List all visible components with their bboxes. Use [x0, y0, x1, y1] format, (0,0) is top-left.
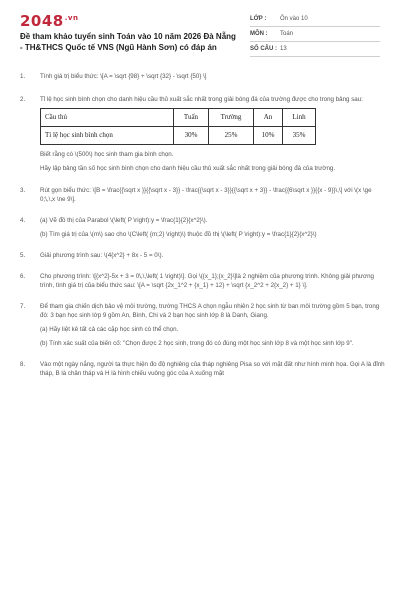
meta-label: LỚP :: [250, 16, 267, 22]
table-cell: Linh: [283, 109, 316, 127]
document-title: Đề tham khảo tuyển sinh Toán vào 10 năm 2026 Đà Nẵng - TH&THCS Quốc tế VNS (Ngũ Hành Sơn) có đáp án: [20, 32, 236, 52]
question-number: 5.: [20, 252, 26, 259]
question-number: 7.: [20, 303, 26, 310]
table-cell: 10%: [254, 127, 283, 145]
site-logo[interactable]: [20, 12, 78, 30]
table-cell: An: [254, 109, 283, 127]
question-text: (a) Hãy liệt kê tất cả các cặp học sinh có thể chọn.: [40, 326, 179, 333]
table-row: [41, 109, 316, 127]
meta-label: SỐ CÂU :: [250, 46, 277, 52]
question-text: Giải phương trình sau: \(4{x^2} + 8x - 5 = 0\).: [40, 252, 164, 259]
question-3: [0, 186, 400, 204]
question-5: [0, 251, 400, 260]
meta-info: [250, 12, 380, 57]
document-header: [0, 0, 400, 66]
question-text: (a) Vẽ đồ thị của Parabol \(\left( P \right):y = \frac{1}{2}{x^2}\).: [40, 217, 208, 224]
question-text: Để tham gia chiến dịch bảo vệ môi trường, trường THCS A chọn ngẫu nhiên 2 học sinh từ ban môi trường gồm 5 bạn, trong đó: 3 bạn học sinh lớp 9 gồm An, Bình, Chi và 2 bạn học sinh lớp 8 là Danh, Giang.: [40, 303, 380, 319]
meta-row-class: [250, 12, 380, 27]
question-text: Vào một ngày nắng, người ta thực hiện đo độ nghiêng của tháp nghiêng Pisa so với mặt đất như hình minh họa. Gọi A là đỉnh tháp, B là chân tháp và H là hình chiếu vuông góc của A xuống mặt: [40, 361, 385, 377]
table-cell: 25%: [209, 127, 254, 145]
question-number: 2.: [20, 96, 26, 103]
question-1: [0, 72, 400, 81]
question-number: 6.: [20, 273, 26, 280]
table-cell: 30%: [174, 127, 209, 145]
logo-text: 2048: [20, 12, 64, 30]
meta-row-subject: [250, 27, 380, 42]
question-text: Rút gọn biểu thức: \[B = \frac{{\sqrt x }}{{\sqrt x - 3}} - \frac{{\sqrt x - 3}}{{\sqrt x + 3}} - \frac{{6\sqrt x }}{{x - 9}}\,\] với \(x \ge 0;\,\,x \ne 9\].: [40, 187, 372, 203]
table-cell: 35%: [283, 127, 316, 145]
question-text: Biết rằng có \(500\) học sinh tham gia bình chọn.: [40, 151, 174, 158]
question-7: [0, 302, 400, 348]
table-cell: Tuấn: [174, 109, 209, 127]
question-6: [0, 272, 400, 290]
question-number: 3.: [20, 187, 26, 194]
question-8: [0, 360, 400, 378]
vote-table: [40, 108, 316, 145]
question-text: Hãy lập bảng tần số học sinh bình chọn cho danh hiệu cầu thủ xuất sắc nhất trong giải bóng đá của trường.: [40, 165, 336, 172]
question-4: [0, 216, 400, 239]
questions-list: [0, 72, 400, 378]
logo-domain: .vn: [64, 14, 79, 22]
question-text: Tỉ lệ học sinh bình chọn cho danh hiệu cầu thủ xuất sắc nhất trong giải bóng đá của trường được cho trong bảng sau:: [40, 96, 363, 103]
meta-value: Ôn vào 10: [280, 16, 308, 22]
meta-value: 13: [280, 46, 287, 52]
question-2: [0, 95, 400, 173]
meta-value: Toán: [280, 31, 294, 37]
table-row: [41, 127, 316, 145]
meta-row-count: [250, 42, 380, 57]
table-cell: Cầu thủ: [41, 109, 174, 127]
question-text: (b) Tìm giá trị của \(m\) sao cho \(C\left( {m;2} \right)\) thuộc đồ thị \(\left( P \right):y = \frac{1}{2}{x^2}\): [40, 231, 317, 238]
question-number: 1.: [20, 73, 26, 80]
question-text: Cho phương trình: \[{x^2}-5x + 3 = 0\,\,\left( 1 \right)\]. Gọi \({x_1};{x_2}\]là 2 nghiệm của phương trình. Không giải phương trình, tính giá trị của biểu thức sau: \[A = \sqrt {2x_1^2 + {x_1} + 12} + \sqrt {x_2^2 + 2{x_2} + 1} \].: [40, 273, 374, 289]
question-number: 8.: [20, 361, 26, 368]
table-cell: Trường: [209, 109, 254, 127]
question-text: (b) Tính xác suất của biến cố: "Chọn được 2 học sinh, trong đó có đúng một học sinh lớp 8 và một học sinh lớp 9".: [40, 340, 354, 347]
table-cell: Tỉ lệ học sinh bình chọn: [41, 127, 174, 145]
question-text: Tính giá trị biểu thức: \[A = \sqrt {98} + \sqrt {32} - \sqrt {50} \]: [40, 73, 207, 80]
meta-label: MÔN :: [250, 31, 268, 37]
question-number: 4.: [20, 217, 26, 224]
